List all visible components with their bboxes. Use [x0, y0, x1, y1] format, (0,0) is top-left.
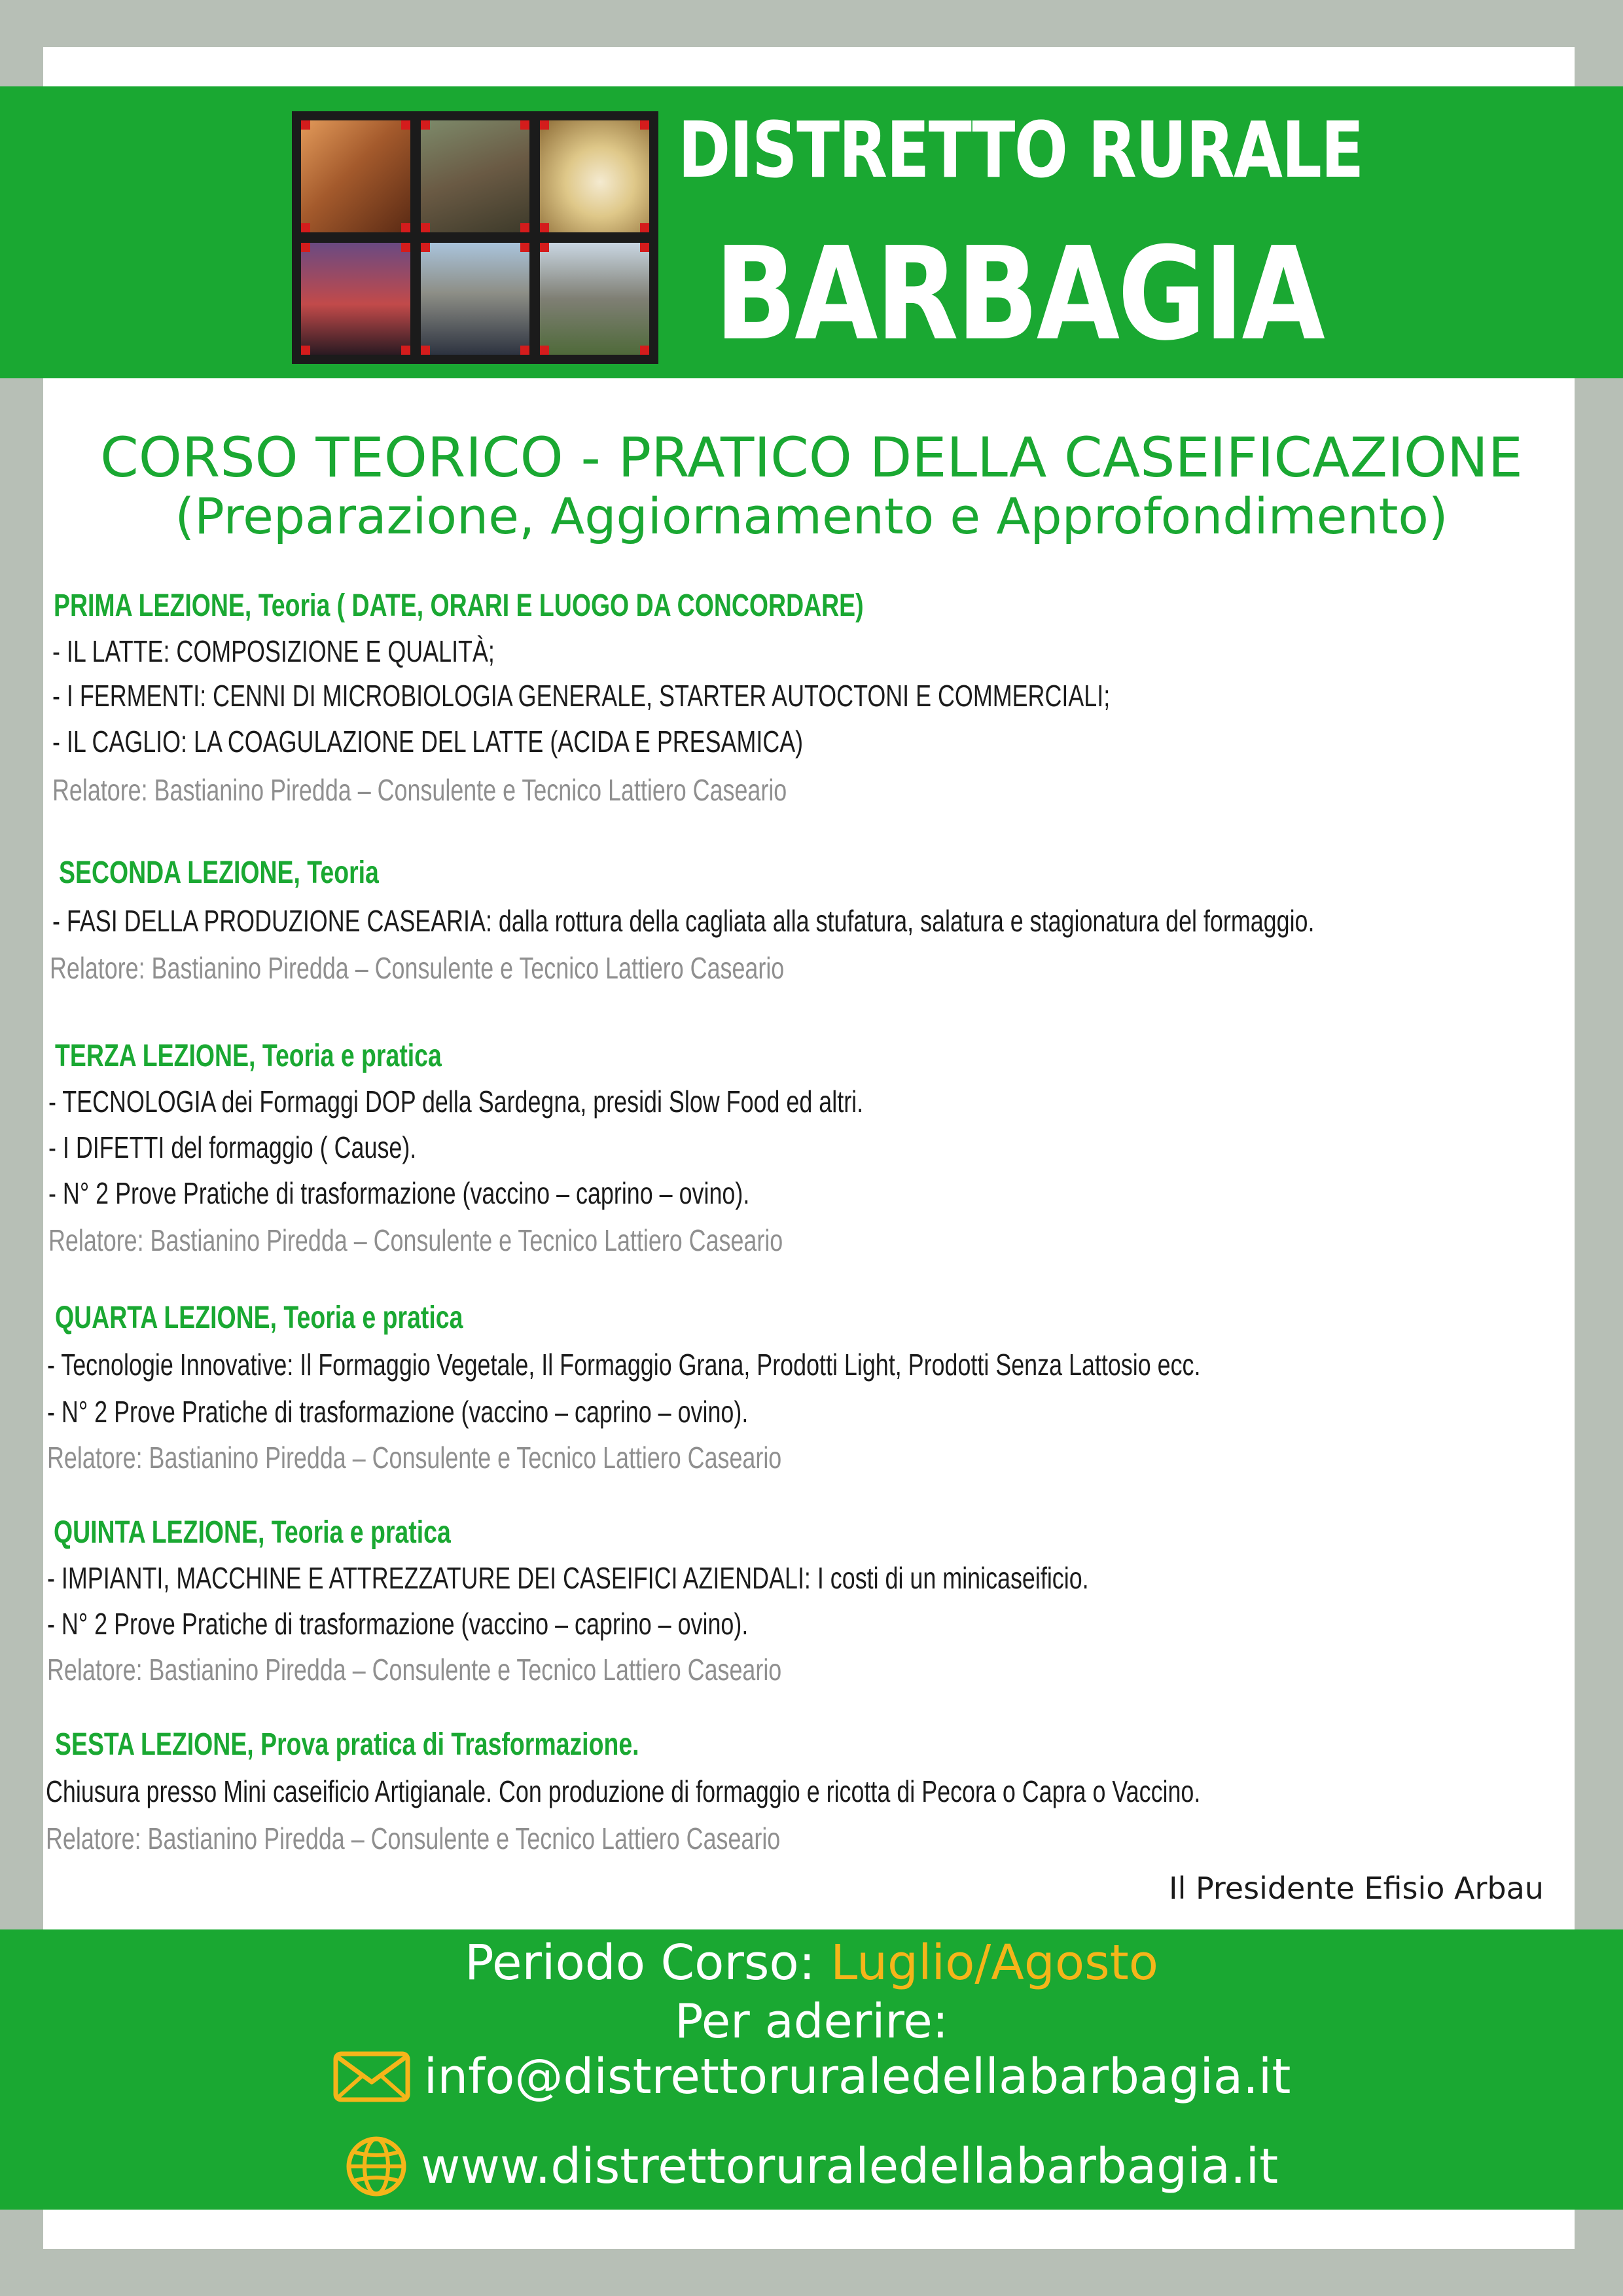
email-contact	[0, 2049, 1623, 2105]
collage-corner-dot	[540, 120, 549, 130]
stone-church-photo	[421, 120, 530, 232]
envelope-icon	[332, 2051, 411, 2103]
lesson-item: - N° 2 Prove Pratiche di trasformazione (vaccino – caprino – ovino).	[47, 1395, 749, 1429]
lesson-relatore: Relatore: Bastianino Piredda – Consulente e Tecnico Lattiero Caseario	[47, 1441, 782, 1475]
collage-corner-dot	[301, 346, 310, 355]
collage-corner-dot	[520, 223, 529, 232]
lesson-item: - FASI DELLA PRODUZIONE CASEARIA: dalla rottura della cagliata alla stufatura, salatura e stagionatura del formaggio.	[52, 904, 1315, 938]
period-value: Luglio/Agosto	[830, 1935, 1159, 1991]
collage-corner-dot	[640, 120, 649, 130]
website-contact	[0, 2135, 1623, 2198]
lesson-item: - IL LATTE: COMPOSIZIONE E QUALITÀ;	[52, 634, 495, 668]
lesson-heading: SECONDA LEZIONE, Teoria	[59, 855, 379, 890]
lesson-item: - I FERMENTI: CENNI DI MICROBIOLOGIA GENERALE, STARTER AUTOCTONI E COMMERCIALI;	[52, 679, 1111, 713]
globe-icon	[345, 2135, 408, 2198]
collage-corner-dot	[301, 223, 310, 232]
group-photo	[421, 243, 530, 355]
photo-collage	[292, 111, 658, 364]
collage-corner-dot	[301, 243, 310, 252]
hands-weaving-photo	[301, 120, 410, 232]
collage-corner-dot	[540, 346, 549, 355]
collage-corner-dot	[640, 346, 649, 355]
collage-corner-dot	[520, 243, 529, 252]
collage-corner-dot	[301, 120, 310, 130]
lesson-relatore: Relatore: Bastianino Piredda – Consulente e Tecnico Lattiero Caseario	[46, 1821, 781, 1856]
adhere-label: Per aderire:	[675, 1994, 948, 2049]
collage-corner-dot	[520, 120, 529, 130]
course-title: CORSO TEORICO - PRATICO DELLA CASEIFICAZIONE	[100, 425, 1523, 490]
header-title-line1: DISTRETTO RURALE	[678, 105, 1363, 195]
lesson-heading: SESTA LEZIONE, Prova pratica di Trasformazione.	[55, 1727, 639, 1762]
collage-corner-dot	[540, 243, 549, 252]
lesson-heading: QUINTA LEZIONE, Teoria e pratica	[54, 1515, 451, 1550]
lesson-relatore: Relatore: Bastianino Piredda – Consulente e Tecnico Lattiero Caseario	[48, 1223, 783, 1257]
collage-corner-dot	[640, 243, 649, 252]
collage-corner-dot	[520, 346, 529, 355]
lesson-heading: QUARTA LEZIONE, Teoria e pratica	[55, 1300, 463, 1335]
lesson-item: - Tecnologie Innovative: Il Formaggio Vegetale, Il Formaggio Grana, Prodotti Light, Prodotti Senza Lattosio ecc.	[47, 1348, 1201, 1382]
lesson-item: - N° 2 Prove Pratiche di trasformazione (vaccino – caprino – ovino).	[47, 1607, 749, 1641]
mountain-sunset-photo	[301, 243, 410, 355]
collage-corner-dot	[421, 243, 430, 252]
president-signature: Il Presidente Efisio Arbau	[1169, 1871, 1544, 1906]
website-link[interactable]: www.distrettoruraledellabarbagia.it	[420, 2138, 1279, 2195]
lesson-relatore: Relatore: Bastianino Piredda – Consulente e Tecnico Lattiero Caseario	[52, 773, 787, 807]
collage-corner-dot	[640, 223, 649, 232]
stone-ruins-photo	[540, 243, 649, 355]
period-label: Periodo Corso:	[464, 1935, 831, 1991]
email-link[interactable]: info@distrettoruraledellabarbagia.it	[423, 2049, 1291, 2105]
collage-corner-dot	[401, 223, 410, 232]
collage-corner-dot	[421, 223, 430, 232]
collage-corner-dot	[401, 346, 410, 355]
collage-corner-dot	[401, 243, 410, 252]
lesson-heading: PRIMA LEZIONE, Teoria ( DATE, ORARI E LUOGO DA CONCORDARE)	[54, 588, 864, 623]
lesson-heading: TERZA LEZIONE, Teoria e pratica	[55, 1039, 442, 1073]
collage-corner-dot	[401, 120, 410, 130]
lesson-item: - N° 2 Prove Pratiche di trasformazione (vaccino – caprino – ovino).	[48, 1176, 750, 1210]
lesson-relatore: Relatore: Bastianino Piredda – Consulente e Tecnico Lattiero Caseario	[47, 1653, 782, 1687]
lesson-relatore: Relatore: Bastianino Piredda – Consulente e Tecnico Lattiero Caseario	[50, 951, 785, 985]
collage-corner-dot	[421, 346, 430, 355]
lesson-item: - TECNOLOGIA dei Formaggi DOP della Sardegna, presidi Slow Food ed altri.	[48, 1085, 864, 1119]
lesson-item: Chiusura presso Mini caseificio Artigianale. Con produzione di formaggio e ricotta di Pecora o Capra o Vaccino.	[46, 1774, 1201, 1808]
lesson-item: - IL CAGLIO: LA COAGULAZIONE DEL LATTE (ACIDA E PRESAMICA)	[52, 725, 804, 759]
collage-corner-dot	[540, 223, 549, 232]
header-title-line2: BARBAGIA	[715, 220, 1323, 369]
course-subtitle: (Preparazione, Aggiornamento e Approfondimento)	[175, 487, 1448, 545]
lesson-item: - I DIFETTI del formaggio ( Cause).	[48, 1130, 417, 1164]
cheese-photo	[540, 120, 649, 232]
lesson-item: - IMPIANTI, MACCHINE E ATTREZZATURE DEI CASEIFICI AZIENDALI: I costi di un minicaseificio.	[47, 1561, 1089, 1595]
course-period	[0, 1935, 1623, 1991]
collage-corner-dot	[421, 120, 430, 130]
